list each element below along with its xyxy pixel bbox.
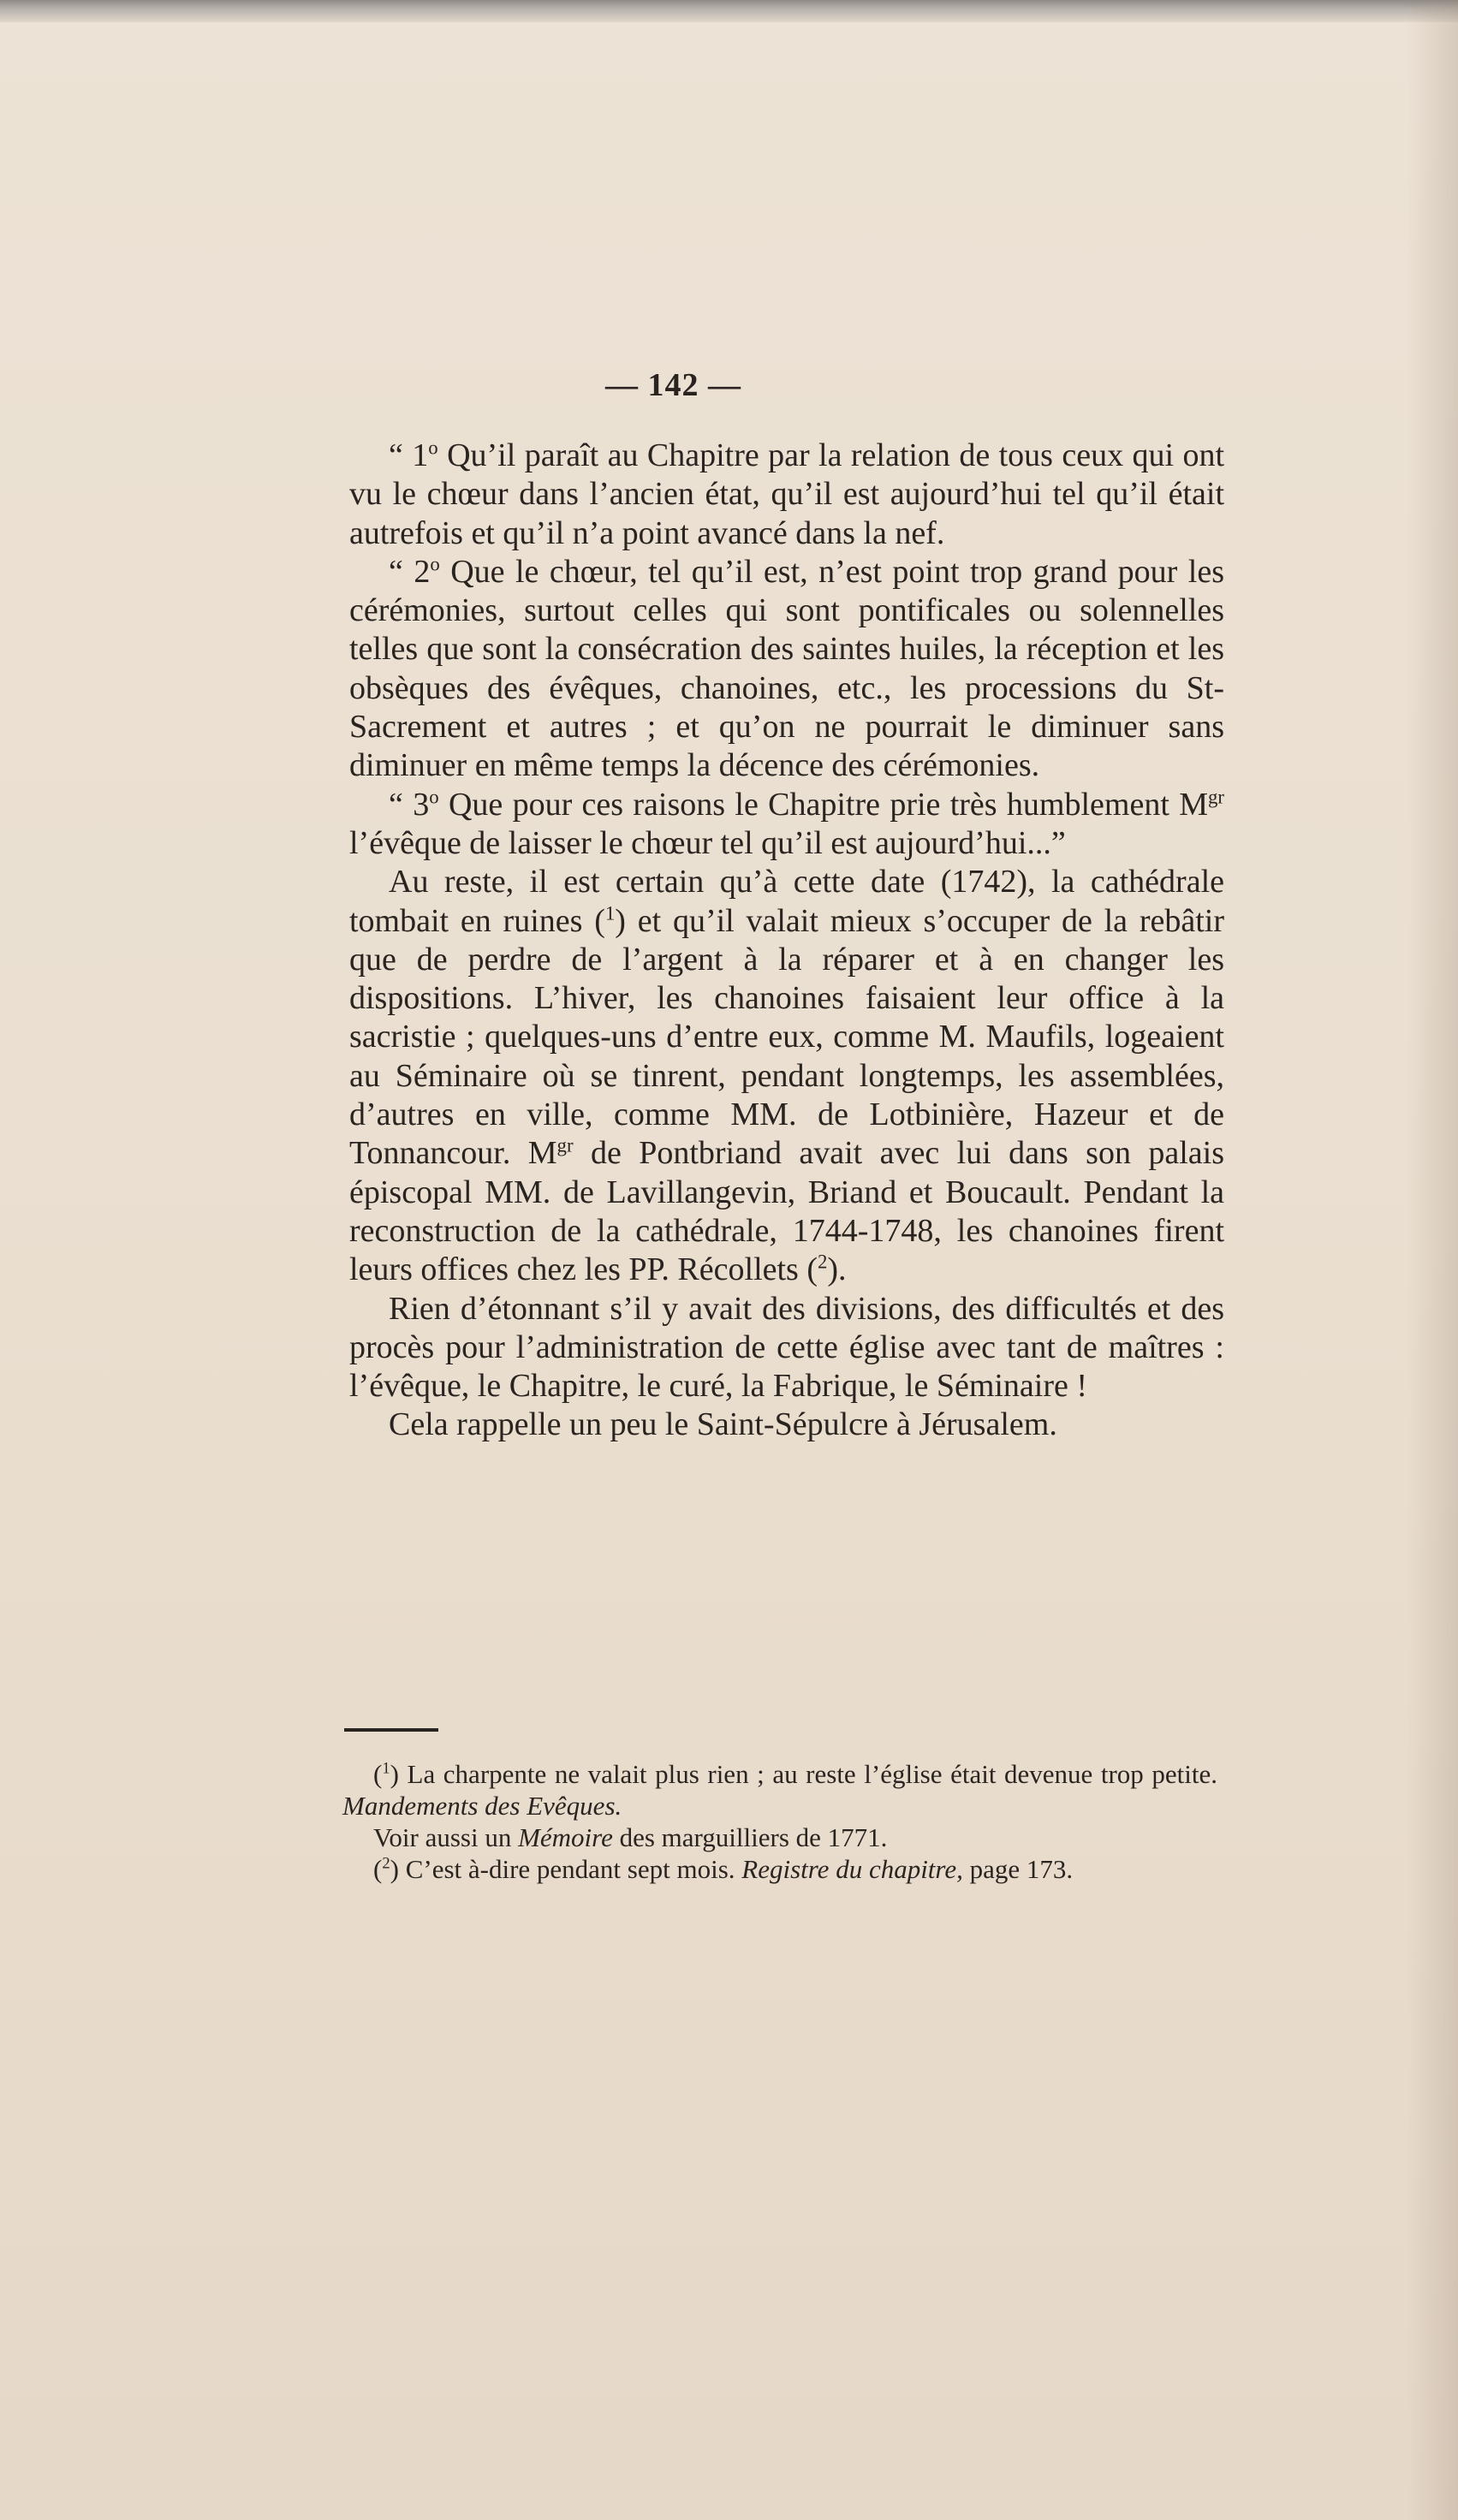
paragraph-5: Rien d’étonnant s’il y avait des divisions, des difficultés et des procès pour l’administration de cette église avec tant de maîtres : l’évêque, le Chapitre, le curé, la Fabrique, le Séminaire ! bbox=[349, 1290, 1224, 1405]
page-number: — 142 — bbox=[605, 367, 741, 403]
body-text bbox=[349, 437, 1224, 1445]
paragraph-6: Cela rappelle un peu le Saint-Sépulcre à Jérusalem. bbox=[389, 1406, 1057, 1443]
page-top-edge bbox=[0, 0, 1458, 22]
footnote-separator bbox=[344, 1728, 438, 1732]
footnotes bbox=[342, 1758, 1217, 1885]
paragraph-3: “ 3$^o$ Que pour ces raisons le Chapitre prie très humblement $M^{gr}$ l’évêque de laisser le chœur tel qu’il est aujourd’hui...” bbox=[349, 786, 1224, 861]
paragraph-1: “ 1$^o$ Qu’il paraît au Chapitre par la relation de tous ceux qui ont vu le chœur dans l’ancien état, qu’il est aujourd’hui tel qu’il était autrefois et qu’il n’a point avancé dans la nef. bbox=[349, 437, 1224, 551]
footnote-1: ($^1$) La charpente ne valait plus rien ; au reste l’église était devenue trop petite. Mandements des Evêques. bbox=[342, 1759, 1217, 1821]
paragraph-4: Au reste, il est certain qu’à cette date (1742), la cathédrale tombait en ruines ($^1$) et qu’il valait mieux s’occuper de la rebâtir que de perdre de l’argent à la réparer et à en changer les dispositions. L’hiver, les chanoines faisaient leur office à la sacristie ; quelques-uns d’entre eux, comme M. Maufils, logeaient au Séminaire où se tinrent, pendant longtemps, les assemblées, d’autres en ville, comme MM. de Lotbinière, Hazeur et de Tonnancour. $M^{gr}$ de Pontbriand avait avec lui dans son palais épiscopal MM. de Lavillangevin, Briand et Boucault. Pendant la reconstruction de la cathédrale, 1744-1748, les chanoines firent leurs offices chez les PP. Récollets ($^2$). bbox=[349, 864, 1225, 1288]
paragraph-2: “ 2$^o$ Que le chœur, tel qu’il est, n’est point trop grand pour les cérémonies, surtout celles qui sont pontificales ou solennelles telles que sont la consécration des saintes huiles, la réception et les obsèques des évêques, chanoines, etc., les processions du St-Sacrement et autres ; et qu’on ne pourrait le diminuer sans diminuer en même temps la décence des cérémonies. bbox=[349, 553, 1224, 784]
footnote-2: ($^2$) C’est à-dire pendant sept mois. Registre du chapitre, page 173. bbox=[373, 1854, 1074, 1884]
footnote-1-continuation: Voir aussi un Mémoire des marguilliers de 1771. bbox=[373, 1822, 888, 1852]
